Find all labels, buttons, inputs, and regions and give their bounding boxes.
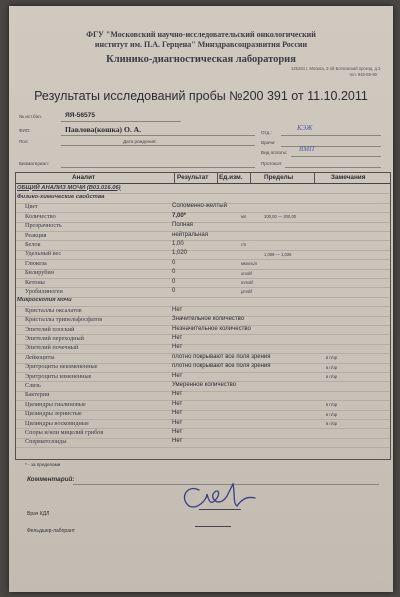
table-row bbox=[16, 438, 390, 448]
analyte-name: Белок bbox=[25, 240, 41, 248]
analyte-result: Нет bbox=[172, 428, 183, 435]
analyte-name: Споры и/или мицелий грибов bbox=[25, 428, 104, 436]
analyte-note: в п/зр bbox=[326, 402, 338, 408]
table-header bbox=[16, 173, 390, 184]
analyte-note: в п/зр bbox=[326, 411, 338, 417]
analyte-unit: μmol/l bbox=[241, 289, 253, 295]
material-underline bbox=[61, 167, 255, 168]
analyte-result: Незначительное количество bbox=[172, 325, 251, 332]
comments-label: Комментарий: bbox=[27, 476, 75, 483]
analyte-unit: umol/l bbox=[241, 270, 253, 276]
analyte-name: Лейкоциты bbox=[25, 353, 55, 361]
analyte-name: Слизь bbox=[25, 381, 41, 389]
material-label: Биоматериал: bbox=[19, 161, 49, 166]
analyte-result: Умеренное количество bbox=[172, 381, 237, 388]
analyte-name: Цвет bbox=[25, 203, 38, 211]
analyte-result: 0 bbox=[172, 269, 176, 276]
analyte-result: нейтральная bbox=[172, 231, 208, 238]
footnote: * - за пределами bbox=[25, 462, 61, 467]
dept-label: Отд.: bbox=[261, 130, 272, 135]
analyte-note: в п/зр bbox=[326, 421, 338, 426]
analyte-result: 1,020 bbox=[172, 250, 188, 257]
analyte-result: Нет bbox=[172, 372, 183, 379]
payment-label: Вид оплаты: bbox=[261, 150, 288, 155]
analyte-unit: mmol/l bbox=[241, 280, 254, 285]
analyte-name: Кетоны bbox=[25, 278, 45, 286]
analyte-result: Нет bbox=[172, 400, 183, 407]
analyte-name: Цилиндры зернистые bbox=[25, 410, 82, 418]
analyte-result: Нет bbox=[172, 438, 183, 445]
analyte-name: Эритроциты неизмененные bbox=[25, 363, 98, 371]
analyte-name: Количество bbox=[25, 212, 56, 220]
analyte-result: Полная bbox=[172, 222, 193, 229]
analyte-unit: г/л bbox=[241, 242, 247, 248]
sex-label: Пол: bbox=[19, 139, 29, 144]
phone-line: тел. 945-86-80 bbox=[349, 71, 377, 77]
analyte-result: Нет bbox=[172, 334, 183, 341]
analyte-note: в п/зр bbox=[326, 355, 338, 361]
doctor-signature bbox=[177, 476, 257, 516]
assistant-sign-line bbox=[195, 526, 231, 527]
analyte-name: Цилиндры восковидные bbox=[25, 419, 89, 427]
analyte-name: Микроскопия мочи bbox=[17, 297, 72, 304]
header-range: Пределы bbox=[264, 174, 294, 181]
analyte-result: Нет bbox=[172, 344, 183, 351]
institution-line-2: институт им. П.А. Герцена" Минздравсоцразвития России bbox=[94, 40, 308, 49]
history-value: ЯЯ-56575 bbox=[65, 112, 96, 119]
dept-value: КЭЖ bbox=[297, 124, 313, 132]
analyte-name: Прозрачность bbox=[25, 222, 62, 230]
analyte-result: 0 bbox=[172, 287, 176, 294]
analyte-result: Значительное количество bbox=[172, 316, 245, 323]
analyte-note: в п/зр bbox=[326, 364, 338, 370]
address-line: 125284 г. Москва, 2-ой Боткинский проезд, д.3 bbox=[291, 66, 381, 71]
institution-line-1: ФГУ "Московский научно-исследовательский онкологический bbox=[86, 30, 316, 39]
doctor-sign-line bbox=[199, 509, 241, 510]
protocol-underline bbox=[285, 167, 381, 168]
analyte-name: Сперматозоиды bbox=[25, 438, 67, 446]
doctor-label: Врачи: bbox=[261, 140, 276, 145]
analyte-name: Уробилиноген bbox=[25, 287, 63, 295]
analyte-name: Глюкоза bbox=[25, 259, 47, 267]
analyte-name: Физико-химические свойства bbox=[17, 193, 105, 200]
results-table bbox=[15, 172, 391, 460]
analyte-result: 7,00* bbox=[172, 212, 187, 219]
analyte-name: Цилиндры гиалиновые bbox=[25, 400, 86, 408]
analyte-name: Бактерии bbox=[25, 391, 50, 399]
lab-report-sheet bbox=[9, 6, 393, 592]
analyte-result: плотно покрывают все поля зрения bbox=[172, 363, 271, 370]
report-title: Результаты исследований пробы №200 391 от 11.10.2011 bbox=[34, 89, 368, 103]
analyte-name: Удельный вес bbox=[25, 250, 62, 258]
fio-underline bbox=[61, 135, 255, 136]
payment-underline bbox=[291, 156, 381, 157]
analyte-unit: мл bbox=[241, 214, 247, 220]
analyte-range: 100,00 — 200,00 bbox=[264, 214, 297, 220]
history-label: № ист.бол. bbox=[19, 114, 42, 119]
analyte-name: Кристаллы трипельфосфатов bbox=[25, 316, 103, 324]
analyte-name: Эпителий плоский bbox=[25, 325, 75, 333]
sex-underline bbox=[61, 145, 255, 146]
analyte-result: Нет bbox=[172, 410, 183, 417]
analyte-unit: ммоль/л bbox=[241, 261, 258, 267]
analyte-name: Эпителий переходный bbox=[25, 334, 84, 342]
assistant-label: Фельдшер-лаборант bbox=[27, 528, 76, 534]
analyte-result: 1,00 bbox=[172, 240, 184, 247]
protocol-label: Протокол: bbox=[261, 161, 283, 166]
fio-value: Павлова(кошка) О. А. bbox=[65, 125, 142, 134]
analyte-name: Реакция bbox=[25, 231, 47, 239]
header-unit: Ед.изм. bbox=[219, 174, 243, 181]
doctor-underline bbox=[281, 146, 381, 147]
analyte-result: Нет bbox=[172, 391, 183, 398]
analyte-note: в п/зр bbox=[326, 374, 338, 379]
header-analyte: Аналит bbox=[72, 174, 96, 181]
birth-label: Дата рождения: bbox=[123, 139, 157, 144]
lab-address bbox=[291, 66, 381, 77]
analyte-result: плотно покрывают все поля зрения bbox=[172, 353, 271, 360]
analyte-result: 0 bbox=[172, 259, 176, 266]
header-notes: Замечания bbox=[331, 174, 366, 181]
lab-name: Клинико-диагностическая лаборатория bbox=[106, 54, 296, 65]
analyte-result: Нет bbox=[172, 306, 183, 313]
analyte-range: 1,008 — 1,026 bbox=[264, 251, 292, 257]
analyte-name: ОБЩИЙ АНАЛИЗ МОЧИ (В03.016.06) bbox=[17, 184, 121, 191]
col-divider bbox=[250, 173, 251, 183]
col-divider bbox=[174, 173, 175, 183]
col-divider bbox=[314, 173, 315, 183]
analyte-result: 0 bbox=[172, 278, 176, 285]
analyte-name: Билирубин bbox=[25, 269, 55, 277]
col-divider bbox=[217, 173, 218, 183]
analyte-result: Нет bbox=[172, 419, 183, 426]
analyte-name: Эпителий почечный bbox=[25, 344, 79, 352]
history-underline bbox=[61, 121, 181, 122]
dept-underline bbox=[281, 135, 381, 136]
analyte-name: Эритроциты измененные bbox=[25, 372, 92, 380]
payment-value: ВМП bbox=[299, 145, 315, 153]
header-result: Результат bbox=[177, 174, 209, 181]
analyte-result: Соломенно-желтый bbox=[172, 203, 227, 210]
fio-label: ФИО: bbox=[19, 128, 31, 133]
analyte-name: Кристаллы оксалатов bbox=[25, 306, 82, 314]
doctor-kdl-label: Врач КДЛ bbox=[27, 511, 50, 517]
